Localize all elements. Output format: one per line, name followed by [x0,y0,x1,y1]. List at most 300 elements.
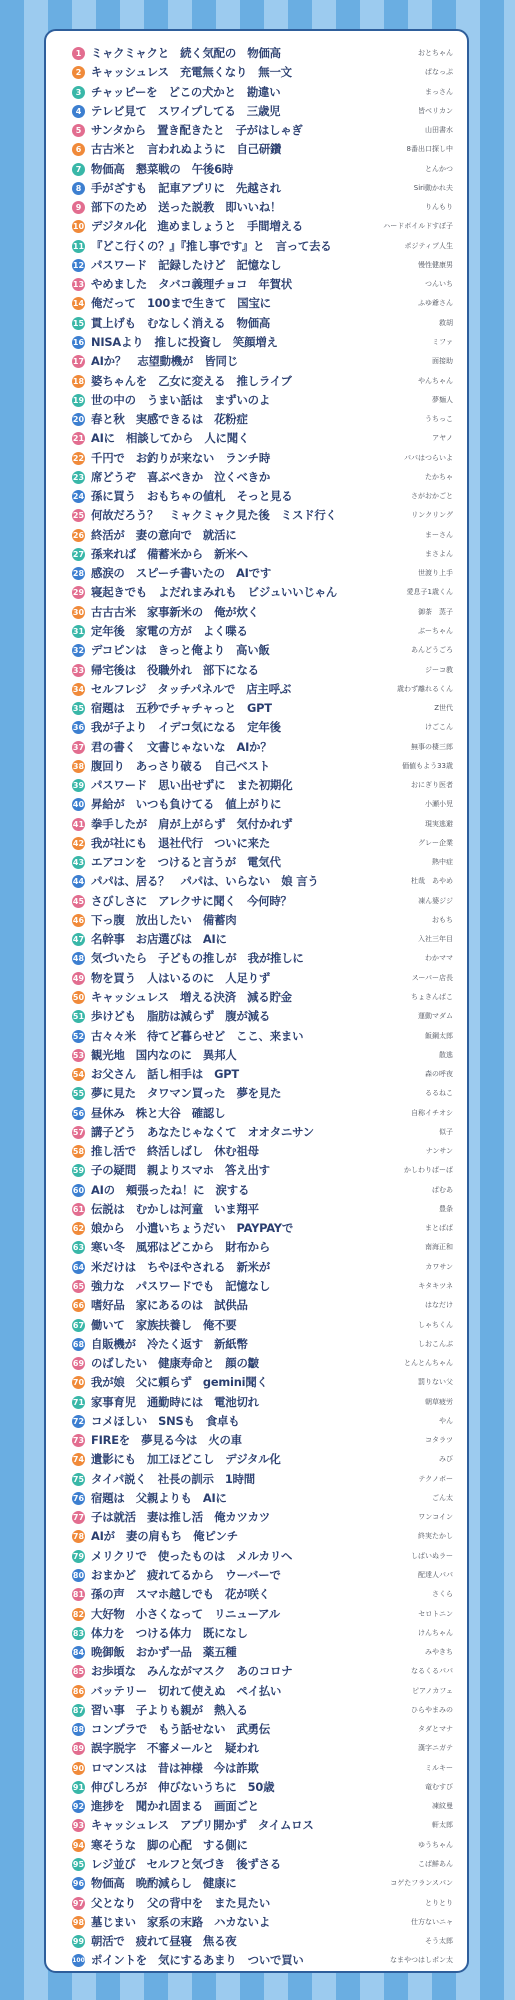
rank-badge: 100 [72,1954,85,1967]
author-name: りんもり [425,203,453,212]
list-item [46,160,467,179]
author-name: ナンサン [425,1147,453,1156]
author-name: 価値もよう33歳 [402,761,453,770]
rank-badge: 18 [72,376,85,386]
author-name: タダとマナ [418,1725,453,1734]
rank-badge: 15 [72,318,85,328]
list-item [46,1354,467,1373]
rank-badge: 33 [72,665,85,675]
senryu-text: 寒そうな 脚の心配 する側に [91,1837,248,1852]
senryu-text: 君の書く 文書じゃないな AIか？ [91,739,272,754]
list-item [46,1277,467,1296]
senryu-text: 貫上げも むなしく消える 物価高 [91,315,271,330]
author-name: ごん太 [432,1493,453,1502]
rank-badge: 6 [72,143,85,156]
author-name: みび [439,1455,453,1464]
senryu-text: 働いて 家族扶養し 俺不要 [91,1317,237,1332]
list-item [46,237,467,256]
list-item [46,1450,467,1469]
author-name: 凍紋曼 [432,1802,453,1811]
list-item [46,352,467,371]
rank-badge: 65 [72,1282,85,1291]
list-item [46,391,467,410]
senryu-text: 体力を つける体力 既になし [91,1625,248,1640]
senryu-text: 物価高 懇菜戦の 午後6時 [91,161,234,176]
author-name: 森の呼夜 [425,1070,453,1079]
ranking-card [44,29,469,1973]
senryu-text: AIの 頬張ったね！に 涙する [91,1182,250,1197]
list-item [46,140,467,159]
rank-badge: 38 [72,761,85,771]
author-name: なまやつはしポン太 [390,1956,453,1965]
list-item [46,641,467,660]
rank-badge: 70 [72,1378,85,1388]
senryu-text: レジ並び セルフと気づき 後ずさる [91,1856,281,1871]
rank-badge: 98 [72,1917,85,1927]
senryu-text: コメほしい SNSも 食卓も [91,1413,240,1428]
author-name: ハードボイルドすぼ子 [383,222,453,231]
rank-badge: 66 [72,1301,85,1311]
author-name: ミルキー [425,1763,453,1772]
rank-badge: 53 [72,1050,85,1060]
list-item [46,468,467,487]
rank-badge: 83 [72,1628,85,1638]
senryu-text: 終活が 妻の意向で 就活に [91,527,237,542]
list-item [46,1605,467,1624]
senryu-text: やめました タバコ義理チョコ 年賀状 [91,277,292,292]
senryu-text: 古古古米 家事新米の 俺が炊く [91,604,259,619]
list-item [46,1624,467,1643]
list-item [46,1739,467,1758]
author-name: やんちゃん [418,376,453,385]
author-name: ふゆ爺さん [418,299,453,308]
author-name: まとばば [425,1224,453,1233]
rank-badge: 8 [72,182,85,195]
senryu-text: タイパ説く 社長の訓示 1時間 [91,1471,255,1486]
author-name: Siri動かれ夫 [413,183,453,192]
author-name: 朝草疲労 [425,1397,453,1406]
senryu-text: おまかど 疲れてるから ウーバーで [91,1567,281,1582]
senryu-text: ポイントを 気にするあまり ついで買い [91,1953,304,1968]
senryu-text: デジタル化 進めましょうと 手間増える [91,219,303,234]
senryu-text: 古古米と 言われぬように 自己研鑽 [91,142,282,157]
rank-badge: 52 [72,1031,85,1041]
rank-badge: 76 [72,1493,85,1503]
author-name: 世渡り上手 [418,569,453,578]
list-item [46,1855,467,1874]
rank-badge: 10 [72,222,85,232]
author-name: スーパー店長 [411,973,453,982]
rank-badge: 61 [72,1204,85,1214]
senryu-text: パスワード 思い出せずに また初期化 [91,778,293,793]
author-name: テクノボー [418,1474,453,1483]
list-item [46,872,467,891]
author-name: おとちゃん [418,49,453,57]
rank-badge: 12 [72,260,85,270]
list-item [46,1489,467,1508]
author-name: 配達人パパ [418,1570,453,1579]
author-name: わかママ [425,954,453,963]
senryu-text: お父さん 話し相手は GPT [91,1067,239,1082]
senryu-text: 娘から 小遣いちょうだい PAYPAYで [91,1221,294,1236]
author-name: るるねこ [425,1089,453,1098]
rank-badge: 43 [72,858,85,868]
rank-badge: 72 [72,1416,85,1426]
list-item [46,1393,467,1412]
author-name: 無事の棲三郎 [411,742,453,751]
rank-badge: 46 [72,915,85,925]
senryu-text: キャッシュレス アプリ開かず タイムロス [91,1818,314,1833]
rank-badge: 71 [72,1397,85,1407]
author-name: かしわりばーば [404,1166,453,1175]
list-item [46,179,467,198]
author-name: 終実たかし [418,1532,453,1541]
senryu-text: AIに 相談してから 人に聞く [91,431,250,446]
rank-badge: 20 [72,415,85,425]
author-name: ぱむあ [432,1185,453,1194]
author-name: 罰りない父 [418,1378,453,1387]
author-name: コタラツ [425,1436,453,1445]
author-name: 仕方ないニャ [411,1917,453,1926]
senryu-text: AIが 妻の肩もち 俺ピンチ [91,1529,238,1544]
senryu-text: さびしさに アレクサに聞く 今何時？ [91,893,292,908]
senryu-text: AIか？ 志望動機が 皆同じ [91,354,238,369]
list-item [46,853,467,872]
rank-badge: 34 [72,684,85,694]
rank-badge: 48 [72,954,85,964]
author-name: しばいぬラー [411,1551,453,1560]
list-item [46,661,467,680]
list-item [46,776,467,795]
rank-badge: 13 [72,280,85,290]
list-item [46,1759,467,1778]
rank-badge: 45 [72,896,85,906]
senryu-text: 自販機が 冷たく返す 新紙幣 [91,1336,248,1351]
rank-badge: 62 [72,1224,85,1234]
senryu-text: 宿題は 父親よりも AIに [91,1490,227,1505]
author-name: しゃちくん [418,1320,453,1329]
author-name: 散逃 [439,1050,453,1059]
list-item [46,1238,467,1257]
author-name: 竜むすび [425,1782,453,1791]
rank-badge: 90 [72,1763,85,1773]
list-item [46,988,467,1007]
author-name: 入社三年目 [418,935,453,944]
list-item [46,1219,467,1238]
list-item [46,1431,467,1450]
author-name: 慢性健康男 [418,260,453,269]
author-name: つんいち [425,280,453,289]
author-name: 運動マダム [418,1012,453,1021]
senryu-text: 春と秋 実感できるは 花粉症 [91,412,248,427]
list-item [46,1084,467,1103]
senryu-text: 下っ腹 放出したい 備蓄肉 [91,912,237,927]
author-name: ピアノカフェ [411,1686,453,1695]
list-item [46,1951,467,1970]
senryu-text: パスワード 記録したけど 記憶なし [91,257,282,272]
senryu-text: 千円で お釣りが来ない ランチ時 [91,450,271,465]
list-item [46,1316,467,1335]
author-name: Z世代 [434,704,453,713]
senryu-text: 孫に買う おもちゃの値札 そっと見る [91,489,293,504]
rank-badge: 37 [72,742,85,752]
senryu-text: 寒い冬 風邪はどこから 財布から [91,1240,271,1255]
author-name: さくら [432,1590,453,1599]
author-name: とんとんちゃん [404,1359,453,1368]
senryu-text: コンプラで もう話せない 武勇伝 [91,1722,271,1737]
senryu-text: デコピンは きっと俺より 高い飯 [91,643,270,658]
senryu-text: 拳手したが 肩が上がらず 気付かれず [91,816,293,831]
rank-badge: 44 [72,877,85,887]
author-name: ジーコ教 [425,665,453,674]
list-item [46,622,467,641]
author-name: ひらやまみの [411,1705,453,1714]
author-name: あんどうごろ [411,646,453,655]
list-item [46,1778,467,1797]
list-item [46,1181,467,1200]
list-item [46,1142,467,1161]
author-name: ミファ [432,337,453,346]
senryu-text: ミャクミャクと 続く気配の 物価高 [91,46,281,60]
list-item [46,1412,467,1431]
senryu-text: 腹回り あっさり破る 自己ベスト [91,758,270,773]
author-name: ワンコイン [418,1513,453,1522]
rank-badge: 27 [72,549,85,559]
list-item [46,1662,467,1681]
author-name: 飯鋼太郎 [425,1031,453,1040]
author-name: ぶーちゃん [418,626,453,635]
author-name: うちっこ [425,415,453,424]
list-item [46,1874,467,1893]
author-name: とりとり [425,1898,453,1907]
list-item [46,1527,467,1546]
list-item [46,1720,467,1739]
list-item [46,1258,467,1277]
list-item [46,294,467,313]
rank-badge: 60 [72,1185,85,1195]
author-name: 熱中症 [432,858,453,867]
author-name: やん [439,1416,453,1425]
list-item [46,795,467,814]
list-item [46,892,467,911]
author-name: 面接助 [432,357,453,366]
senryu-text: バッテリー 切れて使えぬ ペイ払い [91,1683,282,1698]
senryu-text: 大好物 小さくなって リニューアル [91,1606,280,1621]
author-name: 皆ベリカン [418,106,453,115]
author-name: なるくるパパ [411,1667,453,1676]
author-name: 杜哉 あやめ [411,877,453,886]
senryu-text: 感涙の スピーチ書いたの AIです [91,566,272,581]
senryu-text: 孫来れば 備蓄米から 新米へ [91,546,248,561]
senryu-text: 子の疑問 親よりスマホ 答え出す [91,1163,270,1178]
senryu-text: 孫の声 スマホ越しでも 花が咲く [91,1587,270,1602]
rank-badge: 57 [72,1127,85,1137]
rank-badge: 81 [72,1590,85,1600]
rank-badge: 75 [72,1474,85,1484]
rank-badge: 21 [72,434,85,444]
senryu-text: 夢に見た タワマン買った 夢を見た [91,1086,282,1101]
senryu-text: 物を買う 人はいるのに 人足りず [91,970,271,985]
list-item [46,487,467,506]
rank-badge: 91 [72,1782,85,1792]
list-item [46,738,467,757]
author-name: こば鮮あん [418,1859,453,1868]
list-item [46,815,467,834]
author-name: ポジティブ人生 [404,241,453,250]
list-item [46,680,467,699]
list-item [46,1007,467,1026]
rank-badge: 94 [72,1840,85,1850]
list-item [46,545,467,564]
rank-badge: 5 [72,124,85,137]
rank-badge: 63 [72,1243,85,1253]
author-name: まーさん [425,530,453,539]
author-name: おにぎり医者 [411,781,453,790]
author-name: まっさん [425,87,453,96]
rank-badge: 35 [72,704,85,714]
senryu-text: 墓じまい 家系の末路 ハカないよ [91,1914,271,1929]
senryu-text: 物価高 晩酌減らし 健康に [91,1876,237,1891]
senryu-text: 講子どう あなたじゃなくて オオタニサン [91,1124,314,1139]
author-name: そう太郎 [425,1937,453,1946]
author-name: ぱなっぷ [425,68,453,77]
author-name: 小瀬小児 [425,800,453,809]
list-item [46,1701,467,1720]
rank-badge: 19 [72,395,85,405]
rank-badge: 2 [72,66,85,79]
rank-badge: 93 [72,1821,85,1831]
list-item [46,603,467,622]
author-name: セロトニン [418,1609,453,1618]
list-item [46,449,467,468]
senryu-text: 昇給が いつも負けてる 値上がりに [91,797,282,812]
list-item [46,699,467,718]
list-item [46,1200,467,1219]
author-name: けごこん [425,723,453,732]
rank-badge: 68 [72,1339,85,1349]
author-name: 夢麺人 [432,395,453,404]
author-name: おもち [432,915,453,924]
list-item [46,1836,467,1855]
senryu-text: 進捗を 聞かれ固まる 画面ごと [91,1799,259,1814]
author-name: 凍ん婆ジジ [418,896,453,905]
author-name: ちょきんばこ [411,993,453,1002]
list-item [46,83,467,102]
rank-badge: 28 [72,569,85,579]
senryu-text: 婆ちゃんを 乙女に変える 推しライブ [91,373,292,388]
list-item [46,1816,467,1835]
senryu-text: 歩けども 脂肪は減らず 腹が減る [91,1009,271,1024]
senryu-ranking-list [46,31,467,1971]
senryu-text: 強力な パスワードでも 記憶なし [91,1279,271,1293]
rank-badge: 54 [72,1070,85,1080]
list-item [46,1643,467,1662]
rank-badge: 97 [72,1898,85,1908]
senryu-text: 定年後 家電の方が よく喋る [91,623,248,638]
rank-badge: 9 [72,201,85,214]
senryu-text: お歩頃な みんながマスク あのコロナ [91,1664,293,1679]
rank-badge: 39 [72,781,85,791]
senryu-text: キャッシュレス 増える決済 減る貯金 [91,990,292,1005]
rank-badge: 59 [72,1166,85,1176]
rank-badge: 55 [72,1089,85,1099]
list-item [46,930,467,949]
rank-badge: 42 [72,838,85,848]
senryu-text: メリクリで 使ったものは メルカリへ [91,1548,293,1563]
list-item [46,1123,467,1142]
rank-badge: 69 [72,1359,85,1369]
senryu-text: NISAより 推しに投資し 笑顔増え [91,334,278,349]
list-item [46,1547,467,1566]
senryu-text: キャッシュレス 充電無くなり 無一文 [91,65,292,80]
rank-badge: 41 [72,819,85,829]
senryu-text: 子は就活 妻は推し活 俺カツカツ [91,1510,271,1525]
rank-badge: 86 [72,1686,85,1696]
senryu-text: 伸びしろが 伸びないうちに 50歳 [91,1779,275,1794]
list-item [46,102,467,121]
senryu-text: 嗜好品 家にあるのは 試供品 [91,1298,248,1313]
rank-badge: 24 [72,492,85,502]
list-item [46,429,467,448]
rank-badge: 3 [72,86,85,99]
senryu-text: 古々々米 待てど暮らせど ここ、来まい [91,1028,304,1043]
rank-badge: 82 [72,1609,85,1619]
list-item [46,506,467,525]
author-name: 歳わず離れるくん [397,684,453,693]
author-name: みやきち [425,1648,453,1657]
list-item [46,121,467,140]
list-item [46,1296,467,1315]
rank-badge: 25 [72,511,85,521]
rank-badge: 16 [72,337,85,347]
senryu-text: 家事育児 通勤時には 電池切れ [91,1394,259,1409]
author-name: 救胡 [439,318,453,327]
author-name: ゆうちゃん [418,1840,453,1849]
author-name: はなだけ [425,1301,453,1310]
list-item [46,1161,467,1180]
senryu-text: 遺影にも 加工ほどこし デジタル化 [91,1452,281,1467]
rank-badge: 23 [72,472,85,482]
senryu-text: 観光地 国内なのに 異邦人 [91,1047,237,1062]
list-item [46,217,467,236]
list-item [46,1932,467,1951]
senryu-text: 米だけは ちやほやされる 新米が [91,1259,271,1274]
list-item [46,564,467,583]
list-item [46,1104,467,1123]
senryu-text: 朝活で 疲れて昼寝 焦る夜 [91,1934,237,1949]
senryu-text: 誤字脱字 不審メールと 疑われ [91,1741,259,1756]
rank-badge: 1 [72,47,85,60]
list-item [46,1797,467,1816]
rank-badge: 4 [72,105,85,118]
rank-badge: 84 [72,1648,85,1658]
rank-badge: 99 [72,1937,85,1947]
senryu-text: ロマンスは 昔は神様 今は詐欺 [91,1760,259,1775]
senryu-text: 我が社にも 退社代行 ついに来た [91,835,271,850]
senryu-text: サンタから 置き配きたと 子がはしゃぎ [91,123,303,138]
list-item [46,410,467,429]
author-name: 似子 [439,1127,453,1136]
list-item [46,583,467,602]
author-name: グレー企業 [418,838,453,847]
rank-badge: 73 [72,1436,85,1446]
rank-badge: 77 [72,1513,85,1523]
list-item [46,834,467,853]
senryu-text: 部下のため 送った説教 即いいね！ [91,200,282,215]
list-item [46,949,467,968]
list-item [46,1470,467,1489]
senryu-text: 何故だろう？ ミャクミャク見た後 ミスド行く [91,508,337,523]
